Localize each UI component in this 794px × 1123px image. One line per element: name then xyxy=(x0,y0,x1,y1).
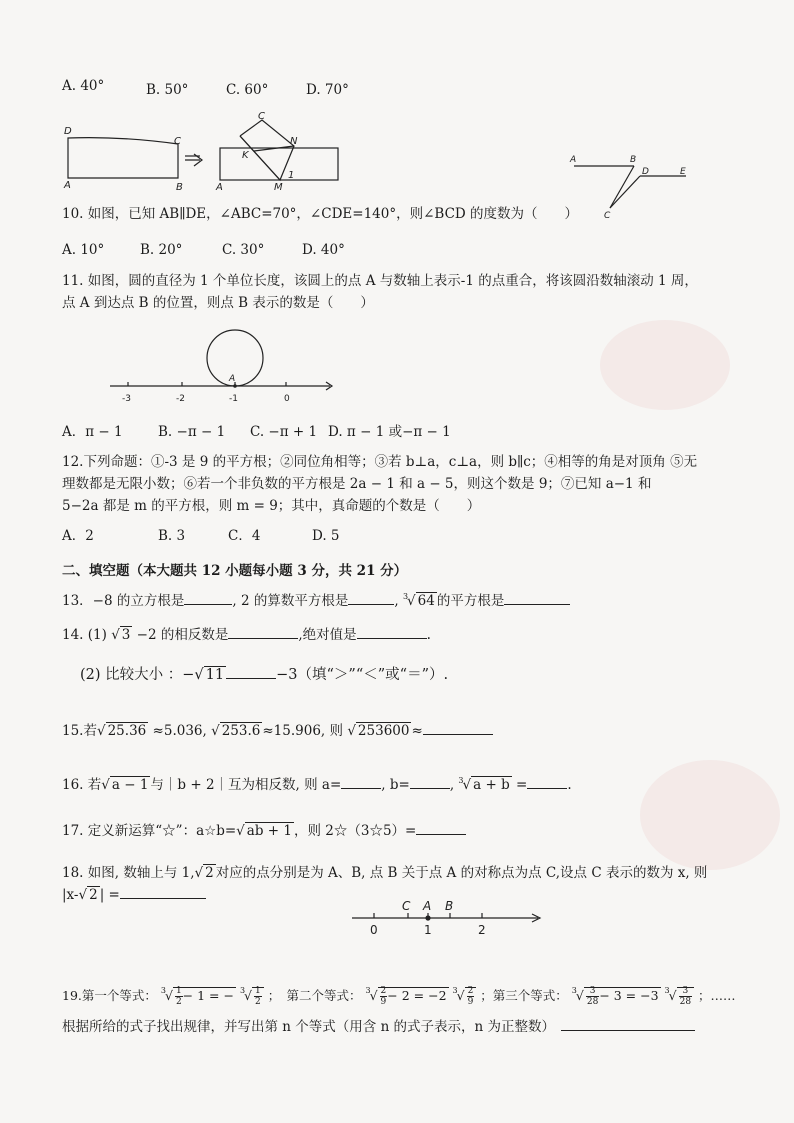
q14a xyxy=(62,624,431,646)
q14a-part3: ,绝对值是 xyxy=(298,627,357,643)
sqrt-2: √ 2 xyxy=(194,865,214,881)
q9-option-b: B. 50° xyxy=(146,82,189,98)
q13-part3: , xyxy=(394,593,399,609)
root-index: 3 xyxy=(452,986,458,995)
eq2-mid: − 2 = −2 xyxy=(387,988,447,1003)
label-c-fold: C xyxy=(258,111,265,122)
q12-line1: 12.下列命题：①-3 是 9 的平方根；②同位角相等；③若 b⊥a，c⊥a，则 b∥c；④相等的角是对顶角 ⑤无 xyxy=(62,454,698,470)
q19-part1: 19.第一个等式： xyxy=(62,988,157,1003)
label-n: N xyxy=(290,136,298,147)
q16-part1: 16. 若 xyxy=(62,777,102,793)
q14a-answer-blank-2[interactable] xyxy=(357,624,427,639)
q16-answer-blank-b[interactable] xyxy=(410,774,450,789)
q18-part2b: | = xyxy=(99,887,120,903)
q10-option-a: A. 10° xyxy=(62,242,105,258)
q13 xyxy=(62,590,570,612)
root-index: 3 xyxy=(664,986,670,995)
q18-part2a: |x- xyxy=(62,887,79,903)
q14b-part2: −3（填“＞”“＜”或“＝”）. xyxy=(276,667,449,683)
label-b: B xyxy=(630,155,637,165)
eq2-lhs-root: $^3$√ $\frac{2}{9}$ − 2 = −2 xyxy=(365,986,447,1007)
label-c: C xyxy=(402,899,411,913)
q15-part1: 15.若 xyxy=(62,723,97,739)
label-b: B xyxy=(445,899,454,913)
q17-answer-blank[interactable] xyxy=(416,820,466,835)
q13-part4: 的平方根是 xyxy=(436,593,505,609)
tick-label-0: 0 xyxy=(284,394,290,404)
radicand: 253600 xyxy=(357,723,410,739)
root-index: 3 xyxy=(571,986,577,995)
label-c: C xyxy=(604,211,611,221)
q11-option-a: A．π − 1 xyxy=(62,424,123,440)
numerator: 1 xyxy=(255,986,261,996)
radicand: 253.6 xyxy=(221,723,261,739)
q14b-answer-blank[interactable] xyxy=(226,664,276,679)
sqrt-11: √ 11 xyxy=(194,667,225,683)
q10-text: 10. 如图，已知 AB∥DE，∠ABC=70°，∠CDE=140°，则∠BCD 的度数为（ ） xyxy=(62,206,579,222)
tick-label-2: 2 xyxy=(478,923,486,936)
eq1-rhs-frac xyxy=(254,986,262,1007)
eq1-lhs-root: $^3$√ $\frac{1}{2}$ − 1 = − xyxy=(160,986,234,1007)
label-c: C xyxy=(174,136,181,147)
sqrt-ab-plus-1: √ ab + 1 xyxy=(236,823,292,839)
numerator: 3 xyxy=(586,986,599,997)
q16-part5: = xyxy=(511,777,528,793)
sqrt-253-6: √ 253.6 xyxy=(211,723,261,739)
q16-answer-blank-a[interactable] xyxy=(341,774,381,789)
q11-option-c: C. −π + 1 xyxy=(250,424,318,440)
root-index: 3 xyxy=(402,592,409,601)
q12-option-d: D. 5 xyxy=(312,528,340,544)
q19-line1 xyxy=(62,984,736,1007)
q19-part4: ；…… xyxy=(698,988,736,1003)
tick-label-m1: -1 xyxy=(229,394,238,404)
numerator: 2 xyxy=(380,986,387,996)
q16-answer-blank-c[interactable] xyxy=(527,774,567,789)
sqrt-a-minus-1: √ a − 1 xyxy=(101,777,149,793)
q18-part1a: 18. 如图, 数轴上与 1, xyxy=(62,865,195,881)
sqrt-3: √ 3 xyxy=(111,627,131,643)
q13-part1: 13．−8 的立方根是 xyxy=(62,593,185,609)
q18-line1 xyxy=(62,862,707,884)
q11-option-b: B. −π − 1 xyxy=(158,424,226,440)
q10-option-d: D. 40° xyxy=(302,242,345,258)
q14a-part2: −2 的相反数是 xyxy=(132,627,229,643)
root-index: 3 xyxy=(365,986,371,995)
q9-figure xyxy=(60,108,360,198)
label-a: A xyxy=(229,374,236,384)
radicand: a − 1 xyxy=(111,777,149,793)
tick-label-0: 0 xyxy=(370,923,378,936)
q19-line2 xyxy=(62,1016,695,1038)
q11-figure xyxy=(104,328,344,410)
q14b-part1: (2) 比较大小 ：− xyxy=(80,667,195,683)
q19-answer-blank[interactable] xyxy=(561,1016,695,1031)
cube-root-64: $^3$√ 64 xyxy=(402,592,435,609)
q10-option-c: C. 30° xyxy=(222,242,265,258)
eq3-rhs-root: $^3$√ $\frac{3}{28}$ xyxy=(665,984,695,1007)
q18-part1b: 对应的点分别是为 A、B, 点 B 关于点 A 的对称点为点 C,设点 C 表示的数为 x, 则 xyxy=(215,865,708,881)
numerator: 1 xyxy=(175,986,182,996)
q18-figure xyxy=(352,894,544,936)
q17-part2: ，则 2☆（3☆5）= xyxy=(293,823,417,839)
label-a: A xyxy=(423,899,432,913)
sqrt-2-abs: √ 2 xyxy=(78,887,98,903)
label-k: K xyxy=(242,150,249,161)
root-index: 3 xyxy=(239,986,246,995)
q14a-answer-blank-1[interactable] xyxy=(228,624,298,639)
numerator: 2 xyxy=(467,986,474,996)
q12-line2: 理数都是无限小数；⑥若一个非负数的平方根是 2a − 1 和 a − 5，则这个数是 9；⑦已知 a−1 和 xyxy=(62,476,652,492)
q15 xyxy=(62,720,493,742)
q18-line2 xyxy=(62,884,206,906)
q16-part6: . xyxy=(567,777,572,793)
eq1-rhs-root: $^3$√ $\frac{1}{2}$ xyxy=(240,984,264,1007)
tick-label-m2: -2 xyxy=(176,394,185,404)
point-a xyxy=(233,384,237,388)
tick-label-m3: -3 xyxy=(122,394,131,404)
cube-root-a-plus-b: $^3$√ a + b xyxy=(458,776,510,793)
denominator: 2 xyxy=(175,997,182,1007)
q9-option-a: A. 40° xyxy=(62,78,105,94)
q14a-part1: 14. (1) xyxy=(62,627,112,643)
denominator: 2 xyxy=(255,997,261,1007)
label-one: 1 xyxy=(288,170,295,181)
q15-part4: ≈ xyxy=(411,723,423,739)
q16 xyxy=(62,774,572,796)
eq1-mid: − 1 = − xyxy=(182,988,234,1003)
label-d: D xyxy=(64,126,72,137)
q9-option-c: C. 60° xyxy=(226,82,269,98)
root-index: 3 xyxy=(160,986,166,995)
radicand: a + b xyxy=(473,777,510,793)
label-a: A xyxy=(570,155,577,165)
q14a-part4: . xyxy=(426,627,431,643)
label-e: E xyxy=(680,167,686,177)
q13-answer-blank-2[interactable] xyxy=(348,590,394,605)
label-m: M xyxy=(274,182,283,193)
q9-option-d: D. 70° xyxy=(306,82,349,98)
label-d: D xyxy=(642,167,649,177)
radicand: 2 xyxy=(205,865,214,881)
q12-option-a: A．2 xyxy=(62,528,94,544)
radicand: 25.36 xyxy=(107,723,147,739)
q14b xyxy=(80,664,448,686)
q10-figure xyxy=(566,150,706,222)
q12-line3: 5−2a 都是 m 的平方根，则 m = 9；其中，真命题的个数是（ ） xyxy=(62,498,481,514)
q19-instruction: 根据所给的式子找出规律，并写出第 n 个等式（用含 n 的式子表示，n 为正整数） xyxy=(62,1019,556,1035)
section-heading: 二、填空题（本大题共 12 小题每小题 3 分，共 21 分） xyxy=(62,563,408,579)
sqrt-253600: √ 253600 xyxy=(347,723,410,739)
q16-part3: , b= xyxy=(381,777,410,793)
radicand: 64 xyxy=(417,593,435,609)
paper-stain xyxy=(640,760,780,870)
radicand: 2 xyxy=(89,887,98,903)
radicand: ab + 1 xyxy=(246,823,292,839)
numerator: 3 xyxy=(679,986,692,997)
q11-option-d: D. π − 1 或−π − 1 xyxy=(328,424,451,440)
q19-part3: ；第三个等式： xyxy=(480,988,568,1003)
eq3-rhs-frac xyxy=(679,986,692,1007)
q11-line2: 点 A 到达点 B 的位置，则点 B 表示的数是（ ） xyxy=(62,295,374,311)
denominator: 28 xyxy=(679,997,692,1007)
eq2-rhs-root: $^3$√ $\frac{2}{9}$ xyxy=(453,984,477,1007)
eq3-mid: − 3 = −3 xyxy=(599,988,659,1003)
eq3-lhs-root: $^3$√ $\frac{3}{28}$ − 3 = −3 xyxy=(571,986,659,1007)
strip-rect xyxy=(68,138,178,178)
root-index: 3 xyxy=(458,776,464,785)
eq1-lhs-frac xyxy=(175,986,183,1007)
sqrt-25-36: √ 25.36 xyxy=(96,723,147,739)
q17 xyxy=(62,820,466,842)
q15-part2: ≈5.036, xyxy=(152,723,207,739)
eq3-lhs-frac xyxy=(586,986,599,1007)
label-a-fold: A xyxy=(216,182,223,193)
paper-stain xyxy=(600,320,730,410)
q12-option-c: C．4 xyxy=(228,528,261,544)
q16-part4: , xyxy=(449,777,455,793)
point-a xyxy=(425,915,430,920)
denominator: 9 xyxy=(467,997,474,1007)
tick-label-1: 1 xyxy=(424,923,432,936)
denominator: 9 xyxy=(380,997,387,1007)
label-b: B xyxy=(176,182,183,193)
q11-line1: 11. 如图，圆的直径为 1 个单位长度，该圆上的点 A 与数轴上表示-1 的点重合，将该圆沿数轴滚动 1 周， xyxy=(62,273,698,289)
denominator: 28 xyxy=(586,997,599,1007)
strip-rect-folded xyxy=(220,148,338,180)
q15-part3: ≈15.906, 则 xyxy=(262,723,344,739)
radicand: 11 xyxy=(205,667,225,683)
eq2-rhs-frac xyxy=(467,986,475,1007)
radicand: 3 xyxy=(121,627,131,643)
q19-part2: ； 第二个等式： xyxy=(267,988,362,1003)
q15-answer-blank[interactable] xyxy=(423,720,493,735)
q10-option-b: B. 20° xyxy=(140,242,183,258)
q16-part2: 与｜b + 2｜互为相反数, 则 a= xyxy=(150,777,342,793)
q17-part1: 17. 定义新运算“☆”：a☆b= xyxy=(62,823,237,839)
q13-answer-blank-3[interactable] xyxy=(504,590,570,605)
q13-part2: , 2 的算数平方根是 xyxy=(232,593,349,609)
q12-option-b: B. 3 xyxy=(158,528,186,544)
q13-answer-blank-1[interactable] xyxy=(184,590,232,605)
q18-answer-blank[interactable] xyxy=(120,884,206,899)
label-a: A xyxy=(64,180,71,191)
